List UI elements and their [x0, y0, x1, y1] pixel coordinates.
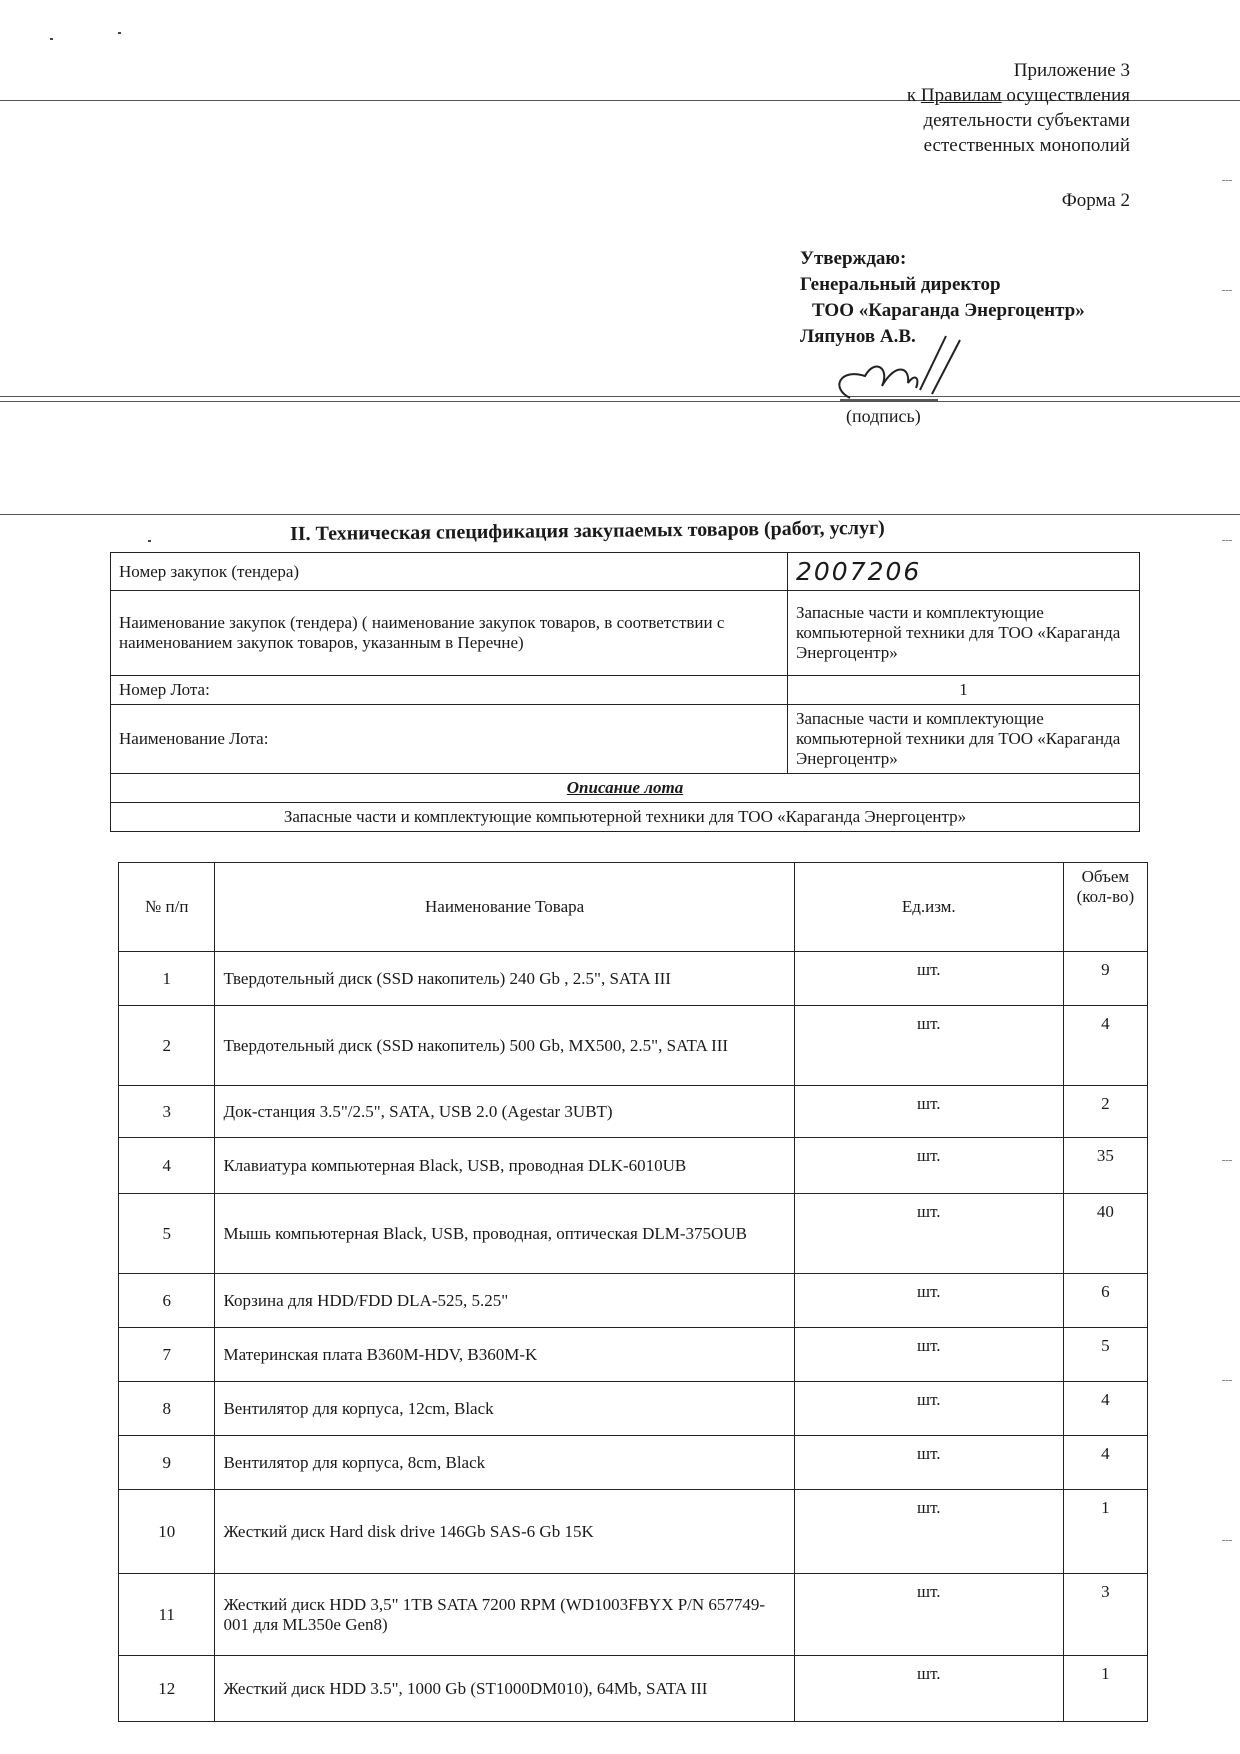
approval-line-4: Ляпунов А.В. [800, 326, 916, 347]
row-unit: шт. [794, 1194, 1063, 1274]
row-qty: 3 [1063, 1574, 1147, 1656]
lot-name-label: Наименование Лота: [111, 705, 788, 774]
row-unit: шт. [794, 1086, 1063, 1138]
row-num: 2 [119, 1006, 215, 1086]
table-row [119, 952, 1148, 1006]
scan-tick [1222, 290, 1232, 291]
lot-number-row [111, 676, 1140, 705]
row-unit: шт. [794, 1006, 1063, 1086]
row-name: Жесткий диск HDD 3.5", 1000 Gb (ST1000DM010), 64Mb, SATA III [215, 1656, 794, 1722]
row-qty: 6 [1063, 1274, 1147, 1328]
row-qty: 35 [1063, 1138, 1147, 1194]
row-name: Мышь компьютерная Black, USB, проводная, оптическая DLM-375OUB [215, 1194, 794, 1274]
annex-header [907, 58, 1130, 158]
row-unit: шт. [794, 1328, 1063, 1382]
header-num: № п/п [119, 863, 215, 952]
scan-speck [50, 38, 53, 40]
row-name: Вентилятор для корпуса, 12cm, Black [215, 1382, 794, 1436]
section-title: II. Техническая спецификация закупаемых товаров (работ, услуг) [289, 516, 885, 546]
row-qty: 4 [1063, 1382, 1147, 1436]
rules-link[interactable]: Правилам [920, 85, 1002, 106]
row-num: 4 [119, 1138, 215, 1194]
scan-tick [1222, 540, 1232, 541]
table-row [119, 1138, 1148, 1194]
row-num: 10 [119, 1490, 215, 1574]
scan-line [0, 401, 1240, 402]
row-name: Жесткий диск Hard disk drive 146Gb SAS-6 Gb 15K [215, 1490, 794, 1574]
table-row [119, 1328, 1148, 1382]
row-unit: шт. [794, 1138, 1063, 1194]
annex-line-2-rest: осуществления [1001, 85, 1130, 106]
row-qty: 5 [1063, 1328, 1147, 1382]
lot-number-value: 1 [788, 676, 1140, 705]
row-num: 12 [119, 1656, 215, 1722]
scan-tick [1222, 1540, 1232, 1541]
scan-tick [1222, 180, 1232, 181]
scan-speck [118, 32, 121, 34]
tender-number-row [111, 553, 1140, 591]
row-name: Твердотельный диск (SSD накопитель) 500 Gb, MX500, 2.5", SATA III [215, 1006, 794, 1086]
lot-description-label: Описание лота [111, 774, 1140, 803]
row-name: Док-станция 3.5"/2.5", SATA, USB 2.0 (Agestar 3UBT) [215, 1086, 794, 1138]
row-unit: шт. [794, 1436, 1063, 1490]
annex-line-4: естественных монополий [923, 135, 1130, 156]
row-num: 6 [119, 1274, 215, 1328]
scan-tick [1222, 1380, 1232, 1381]
annex-line-1: Приложение 3 [1013, 60, 1130, 81]
table-row [119, 1274, 1148, 1328]
approval-line-1: Утверждаю: [800, 248, 907, 269]
row-num: 5 [119, 1194, 215, 1274]
row-unit: шт. [794, 1656, 1063, 1722]
row-qty: 1 [1063, 1656, 1147, 1722]
scan-line [0, 514, 1240, 515]
row-num: 1 [119, 952, 215, 1006]
row-name: Клавиатура компьютерная Black, USB, проводная DLK-6010UB [215, 1138, 794, 1194]
table-row [119, 1490, 1148, 1574]
row-qty: 40 [1063, 1194, 1147, 1274]
row-qty: 9 [1063, 952, 1147, 1006]
lot-name-row [111, 705, 1140, 774]
row-name: Корзина для HDD/FDD DLA-525, 5.25" [215, 1274, 794, 1328]
scan-speck [148, 540, 151, 542]
row-unit: шт. [794, 952, 1063, 1006]
tender-name-label: Наименование закупок (тендера) ( наименование закупок товаров, в соответствии с наименованием закупок товаров, указанным в Перечне) [111, 591, 788, 676]
tender-number-value: 2007206 [788, 553, 1140, 591]
table-row [119, 1436, 1148, 1490]
row-num: 9 [119, 1436, 215, 1490]
row-unit: шт. [794, 1490, 1063, 1574]
goods-spec-table [118, 862, 1148, 1722]
lot-description-label-row [111, 774, 1140, 803]
form-label: Форма 2 [1061, 190, 1130, 211]
tender-name-value: Запасные части и комплектующие компьютерной техники для ТОО «Караганда Энергоцентр» [788, 591, 1140, 676]
annex-line-2-prefix: к [906, 85, 921, 106]
tender-info-table [110, 552, 1140, 832]
scan-tick [1222, 1160, 1232, 1161]
lot-number-label: Номер Лота: [111, 676, 788, 705]
tender-number-label: Номер закупок (тендера) [111, 553, 788, 591]
row-num: 11 [119, 1574, 215, 1656]
table-row [119, 1574, 1148, 1656]
row-name: Материнская плата B360M-HDV, B360M-K [215, 1328, 794, 1382]
tender-name-row [111, 591, 1140, 676]
signature-caption: (подпись) [846, 406, 921, 426]
row-qty: 4 [1063, 1436, 1147, 1490]
lot-description-value: Запасные части и комплектующие компьютерной техники для ТОО «Караганда Энергоцентр» [111, 803, 1140, 832]
header-qty: Объем (кол-во) [1063, 863, 1147, 952]
row-num: 8 [119, 1382, 215, 1436]
approval-line-2: Генеральный директор [800, 274, 1001, 295]
row-name: Жесткий диск HDD 3,5" 1TB SATA 7200 RPM (WD1003FBYX P/N 657749-001 для ML350e Gen8) [215, 1574, 794, 1656]
header-unit: Ед.изм. [794, 863, 1063, 952]
approval-line-3: ТОО «Караганда Энергоцентр» [812, 300, 1085, 321]
row-name: Вентилятор для корпуса, 8cm, Black [215, 1436, 794, 1490]
table-row [119, 1006, 1148, 1086]
scan-line [0, 396, 1240, 397]
table-row [119, 1382, 1148, 1436]
annex-line-2 [907, 83, 1130, 108]
lot-description-row [111, 803, 1140, 832]
lot-name-value: Запасные части и комплектующие компьютерной техники для ТОО «Караганда Энергоцентр» [788, 705, 1140, 774]
table-row [119, 1656, 1148, 1722]
row-qty: 1 [1063, 1490, 1147, 1574]
row-qty: 4 [1063, 1006, 1147, 1086]
row-qty: 2 [1063, 1086, 1147, 1138]
table-row [119, 1194, 1148, 1274]
row-num: 7 [119, 1328, 215, 1382]
header-name: Наименование Товара [215, 863, 794, 952]
table-row [119, 1086, 1148, 1138]
row-unit: шт. [794, 1574, 1063, 1656]
table-header-row [119, 863, 1148, 952]
row-unit: шт. [794, 1382, 1063, 1436]
row-unit: шт. [794, 1274, 1063, 1328]
handwritten-signature [820, 328, 980, 408]
annex-line-3: деятельности субъектами [923, 110, 1130, 131]
row-num: 3 [119, 1086, 215, 1138]
row-name: Твердотельный диск (SSD накопитель) 240 Gb , 2.5", SATA III [215, 952, 794, 1006]
